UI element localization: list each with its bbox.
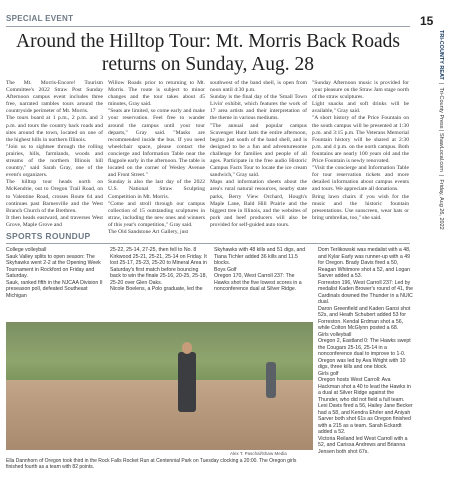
photo-runner-head — [182, 342, 192, 354]
sidebar-vertical-text: TRI-COUNTY REAT | Tri-County Press | ShawLocal.com | Friday, Aug 26, 2022 — [438, 30, 444, 230]
kicker-divider — [6, 26, 410, 27]
photo-runner-back — [266, 362, 276, 398]
sports-column-2: 25-22, 25-14, 27-25, then fell to No. 8 Kirkwood 25-21, 25-21, 25-14 on Friday. It lost 25-17, 25-23, 25-20 to Mineral Area in Saturday's first match before bouncing back to win the finale 25-16, 20-25, 25-18, 25-20 over Glen Oaks. Nicole Boelens, a Polo graduate, led the — [110, 247, 207, 292]
photo-caption: Ella Dannhorn of Oregon took third in the Rock Falls Rocket Run at Centennial Park on Tuesday clocking a 20:00. The Oregon girls finished fourth as a team with 82 points. — [6, 458, 297, 471]
publication-date: Friday, Aug 26, 2022 — [438, 179, 444, 230]
story-column-1: The Mt. Morris-Encore! Tourism Committee's 2022 Straw Post Sunday Afternoon campus event includes three free, narrated rambles tours around the countryside perimeter of Mt. Morris. The tours board at 1 p.m., 2 p.m. and 3 p.m. and tours the country back roads and sites around the town, located on one of the highest hills in northern Illinois. "Join us to sightsee through the rolling prairies, hills, farmlands, woods and streams of the northern Illinois hill country," said Sarah Gray, one of the event's organizers. The hilltop tour heads north on McKendrie, out to Oregon Trail Road, on to Valentine Road, crosses Route 64 and continues past Barnesville and the West Branch Church of the Brethren. It then heads eastward, and traverses West Grove, Maple Grove and — [6, 80, 103, 228]
runner-photo — [6, 322, 313, 450]
section-name: TRI-COUNTY REAT — [438, 30, 444, 80]
story-column-3: southwest of the band shell, is open from noon until 4:30 p.m. Sunday is the final day of the 'Small Town Livin' exhibit, which features the work of 17 area artists and their interpretation of the theme in various mediums. "The annual and popular campus Scavenger Hunt lasts the entire afternoon, begins just south of the band shell, and is designed to be a fun and adventuresome challenge for families and people of all ages. Participate in the free audio Historic Campus Facts Tour to locate the ice cream sandwich," Gray said. Maps and information sheets about the area's rural natural resources, nearby state parks, Berry View Orchard, Hough's Maple Lane, Bald Hill Prairie and the biggest tree in Illinois, and the websites of pork and beef producers will also be provided for self-guided auto tours. — [210, 80, 307, 228]
section-kicker: SPECIAL EVENT — [6, 14, 74, 23]
sports-column-4: Dom Terlikowski was medalist with a 48, and Kylar Early was runner-up with a 49 for Oregon. Brady Davis fired a 50, Reagan Whitmore shot a 52, and Logan Sarver added a 53. Forreston 196, West Carroll 237: Led by medalist Kaden Brower's round of 41, the Cardinals downed the Thunder in a NUIC dual. Daron Greenfield and Kaden Gansi shot 52s, and Heath Schubert added 53 for Forreston. Kendal Erdman shot a 56, while Colton McGlynn posted a 68. Girls volleyball Oregon 2, Eastland 0: The Hawks swept the Cougars 25-16, 25-14 in a nonconference dual to improve to 1-0. Oregon was led by Ava Wright with 10 digs, three kills and one block. Girls golf Oregon hosts West Carroll: Ava Hackman shot a 40 to lead the Hawks in a dual at Silver Ridge against the Thunder, who did not field a full team. Lexi Davis fired a 56, Hailey Jane Becker had a 58, and Kendra Ehrler and Aniyah Sarver both shot 61s as Oregon finished with a 215 as a team. Sarah Eckardt added a 52. Victoria Reiland led West Carroll with a 52, and Carissa Andrews and Brianna Jensen both shot 67s. — [318, 247, 413, 455]
sports-column-3: Skyhawks with 48 kills and 51 digs, and Tiana Tichler added 36 kills and 11.5 blocks. Boys Golf Oregon 170, West Carroll 237: The Hawks shot the five lowest scores in a nonconference dual at Silver Ridge. — [214, 247, 306, 292]
story-column-4: "Sunday Afternoon music is provided for your pleasure on the Straw Jam stage north of the straw sculptures. Light snacks and soft drinks will be available," Gray said. "A short history of the Price Fountain on the south campus will be presented at 1:30 p.m. and 3:15 p.m. The Veterans Memorial Fountain history will be shared at 2:30 p.m. and 4 p.m. on the north campus. Both fountains are nearly 100 years old and the Price Fountain is newly renovated. "Visit the concierge and Information Table for tour reservation tickets and more detailed information about campus events and tours. We appreciate all donations. Bring lawn chairs if you wish for the music and the historic fountain presentations. Use sunscreen, wear hats or bring umbrellas, too," she said. — [312, 80, 409, 221]
publication-name: Tri-County Press | ShawLocal.com — [438, 87, 444, 172]
page-sidebar — [414, 10, 458, 480]
headline: Around the Hilltop Tour: Mt. Morris Back Roads returns on Sunday, Aug. 28 — [16, 31, 400, 75]
sports-heading: SPORTS ROUNDUP — [6, 231, 91, 241]
sports-divider — [6, 243, 410, 244]
photo-runner-front — [178, 352, 196, 412]
sports-column-1: College volleyball Sauk Valley splits to open season: The Skyhawks went 2-2 at the Opening Week Tournament in Rockford on Friday and Saturday. Sauk, ranked fifth in the NJCAA Division II preseason poll, defeated Southeast Michigan — [6, 247, 103, 299]
photo-credit: Alex T. Paschal/Shaw Media — [230, 451, 287, 456]
page-number: 15 — [420, 14, 434, 28]
story-column-2: Willow Roads prior to returning to Mt. Morris. The route is subject to minor changes and the tour takes about 45 minutes, Gray said. "Seats are limited, so come early and make your reservation. Feel free to wander around the campus until your tour departs," Gray said. "Masks are recommended inside the bus. If you need wheelchair space, please contact the concierge and Information Table near the flagpole early in the afternoon. The table is located on the corner of Wesley Avenue and Front Street." Sunday is also the last day of the 2022 U.S. National Straw Sculpting Competition in Mt. Morris. "Come and stroll through our campus collection of 15 outstanding sculptures in straw, including the new ones and winners of this year's competition," Gray said. The Old Sandstone Art Gallery, just — [108, 80, 205, 235]
